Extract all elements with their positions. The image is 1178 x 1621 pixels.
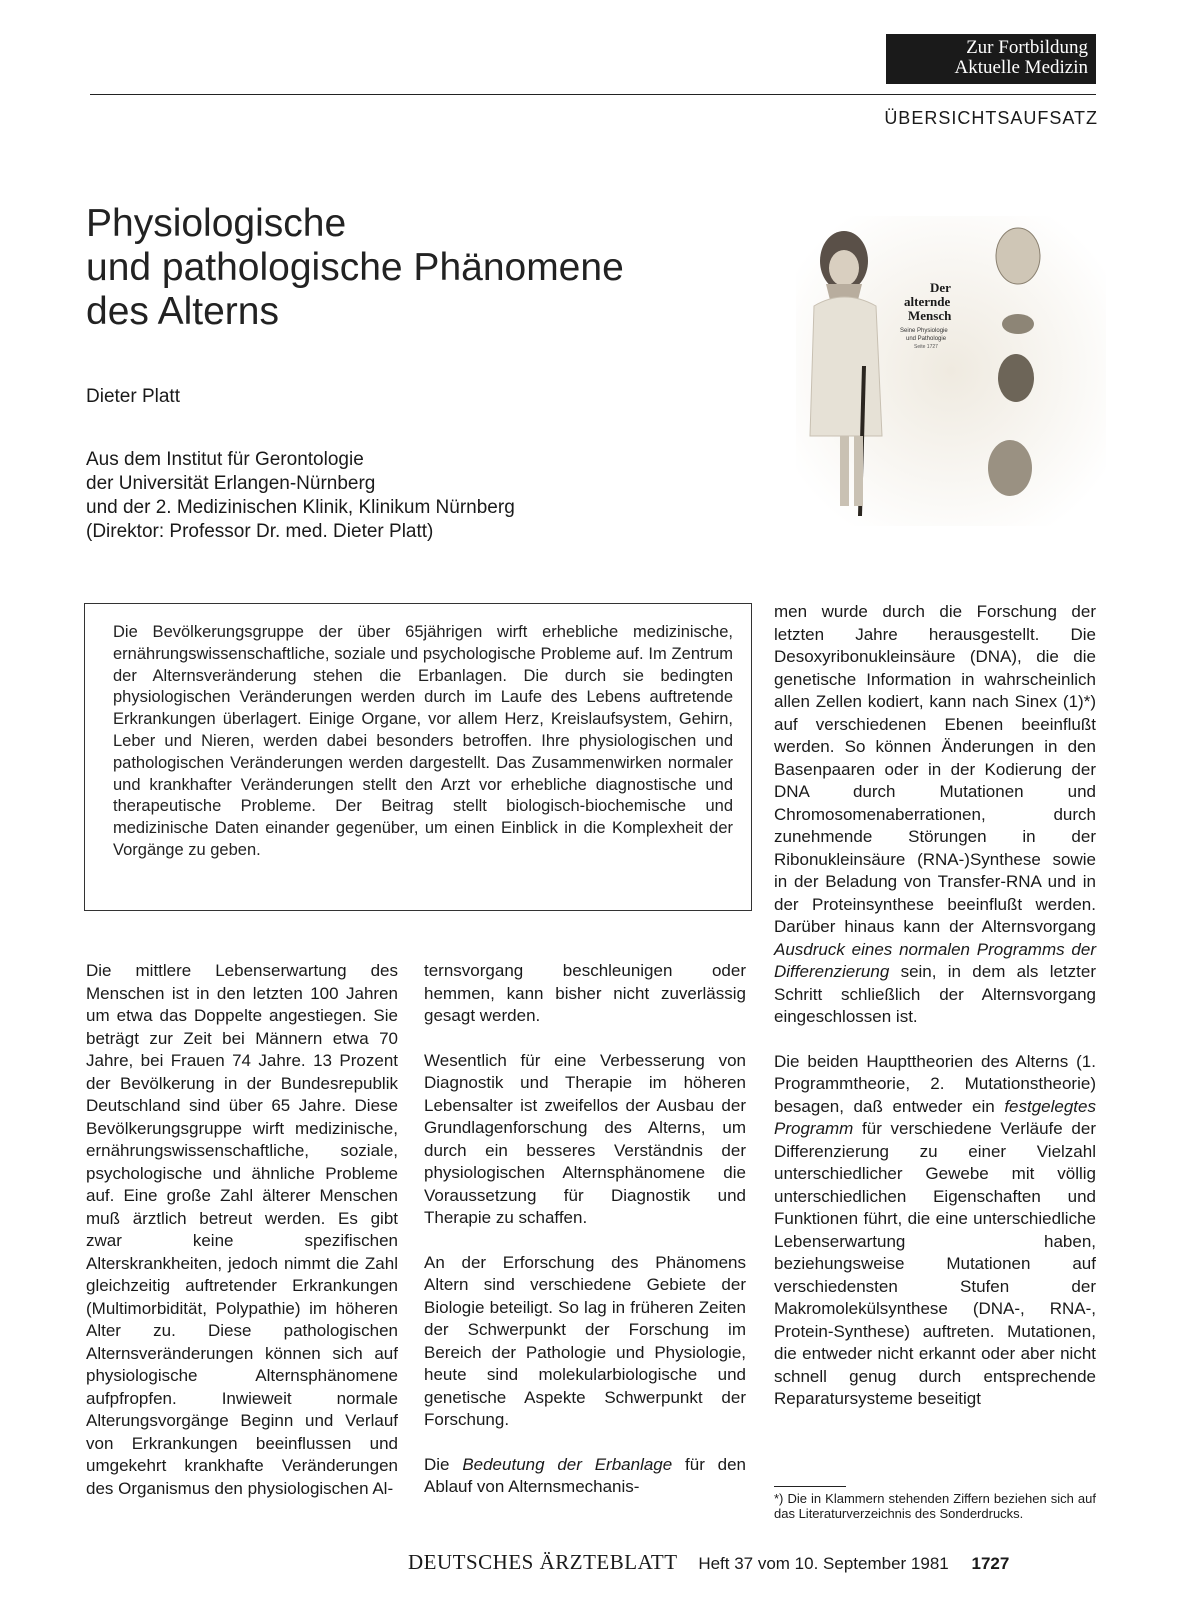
article-type: ÜBERSICHTSAUFSATZ (884, 108, 1098, 128)
header-rule (90, 94, 1096, 95)
section-tag-line1: Zur Fortbildung (966, 37, 1088, 58)
cover-subtitle-line: und Pathologie (906, 336, 947, 342)
affiliation (86, 448, 515, 544)
footnote: *) Die in Klammern stehenden Ziffern beziehen sich auf das Literaturverzeichnis des Sonderdrucks. (774, 1491, 1096, 1521)
cover-subtitle-line: Seite 1727 (914, 344, 938, 350)
title-line-1: Physiologische (86, 202, 347, 245)
abstract-box (84, 603, 752, 911)
body-column-1 (86, 960, 398, 1522)
section-tag-line2: Aktuelle Medizin (954, 57, 1088, 78)
affiliation-line: (Direktor: Professor Dr. med. Dieter Platt) (86, 521, 434, 542)
body-column-3 (774, 601, 1096, 1433)
paragraph: Wesentlich für eine Verbesserung von Diagnostik und Therapie im höheren Lebensalter ist zweifellos der Ausbau der Grundlagenforschung des Alterns, um durch ein besseres Verständnis der physiologischen Alternsphänomene die Voraussetzung für Diagnostik und Therapie zu schaffen. (424, 1050, 746, 1227)
paragraph: ternsvorgang beschleunigen oder hemmen, kann bisher nicht zuverlässig gesagt werden. (424, 961, 746, 1025)
emphasis: festgelegtes Programm (774, 1096, 1096, 1138)
text-span: für den Ablauf von Alternsmechanis- (424, 1454, 747, 1496)
article-title (86, 202, 624, 334)
affiliation-line: der Universität Erlangen-Nürnberg (86, 473, 376, 494)
affiliation-line: Aus dem Institut für Gerontologie (86, 449, 364, 470)
cover-title-line: alternde (904, 294, 951, 309)
journal-name: DEUTSCHES ÄRZTEBLATT (408, 1550, 678, 1574)
text-span: men wurde durch die Forschung der letzten Jahre herausgestellt. Die Desoxyribonukleinsäure (DNA), die die genetische Information in wahrscheinlich allen Zellen kodiert, kann nach Sinex (1)*) auf verschiedenen Ebenen beeinflußt werden. So können Änderungen in den Basenpaaren oder in der Kodierung der DNA durch Mutationen und Chromosomenaberrationen, durch zunehmende Störungen in der Ribonukleinsäure (RNA-)Synthese sowie in der Beladung von Transfer-RNA und in der Proteinsynthese beeinflußt werden. Darüber hinaus kann der Alternsvorgang (774, 602, 1096, 936)
paragraph: Die mittlere Lebenserwartung des Menschen ist in den letzten 100 Jahren um etwa das Doppelte angestiegen. Sie beträgt zur Zeit bei Männern etwa 70 Jahre, bei Frauen 74 Jahre. 13 Prozent der Bevölkerung in der Bundesrepublik Deutschland sind über 65 Jahre. Diese Bevölkerungsgruppe wirft medizinische, ernährungswissenschaftliche, soziale, psychologische und ähnliche Probleme auf. Eine große Zahl älterer Menschen muß ärztlich betreut werden. Es gibt zwar keine spezifischen Alterskrankheiten, jedoch nimmt die Zahl gleichzeitig auftretender Erkrankungen (Multimorbidität, Polypathie) im höheren Alter zu. Diese pathologischen Alternsveränderungen können sich auf physiologische Alternsphänomene aufpfropfen. Inwieweit normale Alterungsvorgänge Beginn und Verlauf von Erkrankungen beeinflussen und umgekehrt krankhafte Veränderungen des Organismus den physiologischen Al- (86, 961, 398, 1498)
page-footer (408, 1550, 1009, 1575)
title-line-3: des Alterns (86, 290, 279, 333)
cover-illustration (796, 216, 1106, 526)
author-name: Dieter Platt (86, 386, 180, 407)
emphasis: Ausdruck eines normalen Programms der Differenzierung (774, 939, 1096, 981)
text-span: sein, in dem als letzter Schritt schließlich der Alternsvorgang eingeschlossen ist. (774, 962, 1096, 1026)
issue-info: Heft 37 vom 10. September 1981 (698, 1554, 949, 1573)
section-tag (886, 34, 1096, 84)
cover-title-line: Mensch (908, 308, 952, 323)
emphasis: Bedeutung der Erbanlage (462, 1454, 673, 1474)
paragraph (774, 1051, 1096, 1411)
cover-subtitle-line: Seine Physiologie (900, 328, 948, 334)
abstract-text: Die Bevölkerungsgruppe der über 65jährigen wirft erhebliche medizinische, ernährungswissenschaftliche, soziale und psychologische Probleme auf. Im Zentrum der Alternsveränderung stehen die Erbanlagen. Die durch sie bedingten physiologischen Veränderungen werden durch im Laufe des Lebens auftretende Erkrankungen überlagert. Einige Organe, vor allem Herz, Kreislaufsystem, Gehirn, Leber und Nieren, werden dabei besonders betroffen. Ihre physiologischen und pathologischen Veränderungen werden dargestellt. Das Zusammenwirken normaler und krankhafter Veränderungen stellt den Arzt vor erhebliche diagnostische und therapeutische Probleme. Der Beitrag stellt biologisch-biochemische und medizinische Daten einander gegenüber, um einen Einblick in die Komplexheit der Vorgänge zu geben. (113, 623, 733, 859)
footnote-rule (774, 1486, 846, 1487)
text-span: Die beiden Haupttheorien des Alterns (1. Programmtheorie, 2. Mutationstheorie) besagen, daß entweder ein (774, 1051, 1096, 1116)
paragraph (774, 601, 1096, 1029)
page-number: 1727 (971, 1554, 1010, 1573)
cover-title-line: Der (930, 280, 951, 295)
affiliation-line: und der 2. Medizinischen Klinik, Klinikum Nürnberg (86, 497, 515, 518)
paragraph (424, 1454, 746, 1499)
title-line-2: und pathologische Phänomene (86, 246, 624, 289)
text-span: für verschiedene Verläufe der Differenzierung zu einer Vielzahl unterschiedlicher Gewebe mit völlig unterschiedlichen Eigenschaften und Funktionen führt, die eine unterschiedliche Lebenserwartung haben, beziehungsweise Mutationen auf verschiedensten Stufen der Makromolekülsynthese (DNA-, RNA-, Protein-Synthese) auftreten. Mutationen, die entweder nicht erkannt oder aber nicht schnell genug durch entsprechende Reparatursysteme beseitigt (774, 1119, 1096, 1408)
body-column-2 (424, 960, 746, 1521)
text-span: Die (424, 1454, 463, 1474)
paragraph: An der Erforschung des Phänomens Altern sind verschiedene Gebiete der Biologie beteiligt. So lag in früheren Zeiten der Schwerpunkt der Forschung im Bereich der Pathologie und Physiologie, heute sind molekularbiologische und genetische Aspekte Schwerpunkt der Forschung. (424, 1252, 746, 1429)
